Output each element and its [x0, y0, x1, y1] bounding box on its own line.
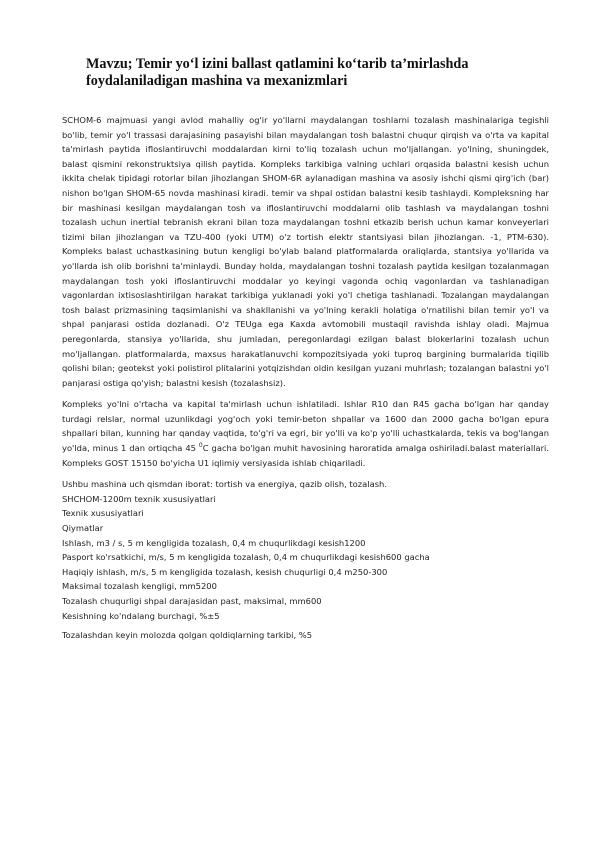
list-item: Tozalash chuqurligi shpal darajasidan past, maksimal, mm600: [62, 596, 322, 606]
list-item: SHCHOM-1200m texnik xususiyatlari: [62, 493, 216, 504]
list-item: Ishlash, m3 / s, 5 m kengligida tozalash, 0,4 m chuqurlikdagi kesish1200: [62, 537, 366, 548]
paragraph-1: SCHOM-6 majmuasi yangi avlod mahalliy og'ir yo'llarni maydalangan toshlarni tozalash mashinalariga tegishli bo'lib, temir yo'l trassasi darajasining pasayishi bilan maydalangan tosh balastni chuqur qirqish va o'rta va kapital ta'mirlash paytida ifloslantiruvchi moddalardan kirni to'liq tozalash uchun mo'ljallangan. yo'lning, shuningdek, balast qismini rekonstruktsiya qilish paytida. Kompleks tarkibiga valning uchlari orqasida balastni kesish uchun ikkita chelak tipidagi rotorlar bilan jihozlangan SHOM-6R aylanadigan mashina va asosiy ishchi qismi qirg'ich (bar) nishon bo'lgan SHOM-65 novda mashinasi kiradi. temir va shpal ostidan balastni kesib tashlaydi. Kompleksning har bir mashinasi kesilgan maydalangan tosh va ifloslantiruvchi moddalarni olib tashlash va maydalangan toshni tozalash uchun inertial tebranish ekrani bilan toza maydalangan toshni etkazib berish uchun kamar konveyerlari tizimi bilan jihozlangan va TZU-400 (yoki UTM) o'z tortish elektr stantsiyasi bilan jihozlangan. -1, PTM-630). Kompleks balast uchastkasining butun kengligi bo'ylab baland platformalarda oraliqlarda, stantsiya yo'llarida va yo'llarda ish olib borishni ta'minlaydi. Bunday holda, maydalangan toshni tozalash paytida kesilgan tozalanmagan maydalangan tosh yoki ifloslantiruvchi moddalar yo keyingi vagonda ochiq vagonlardan va tashlanadigan vagonlardan ixtisoslashtirilgan harakat tarkibiga yuklanadi yoki yo'l chetiga tashlanadi. Tozalangan maydalangan tosh balast prizmasining taqsimlanishi va shakllanishi va yo'lning kerakli holatiga o'rnatilishi bilan temir yo'l va shpal panjarasi ostida dozlanadi. O'z TEUga ega Kaxda avtomobili mustaqil ravishda ishlay oladi. Majmua peregonlarda, stansiya yo'llarida, shu jumladan, peregonlardagi ezilgan balast blokerlarini tozalash uchun mo'ljallangan. platformalarda, maxsus harakatlanuvchi kompozitsiyada yoki tuproq bargining burmalarida tiqilib qolishi bilan; geotekst yoki polistirol plitalarini yotqizishdan oldin kesilgan yuzani muhrlash; tozalangan balastni yo'l panjarasi ostiga qo'yish; balastni kesish (tozalashsiz).: [62, 115, 549, 388]
list-item: Kesishning ko'ndalang burchagi, %±5: [62, 610, 220, 621]
specs-list: [62, 477, 549, 623]
title-line-2: foydalaniladigan mashina va mexanizmlari: [86, 73, 348, 89]
title-line-1: Mavzu; Temir yo‘l izini ballast qatlamini ko‘tarib ta’mirlashda: [86, 56, 469, 72]
list-item: Maksimal tozalash kengligi, mm5200: [62, 581, 217, 592]
paragraph-2: [62, 397, 549, 470]
list-item: Qiymatlar: [62, 523, 104, 534]
list-item: Ushbu mashina uch qismdan iborat: tortish va energiya, qazib olish, tozalash.: [62, 479, 387, 490]
paragraph-2-tail: C gacha bo'lgan muhit havosining haroratida amalga oshiriladi.balast materiallari. Kompleks GOST 15150 bo'yicha U1 iqlimiy versiyasida ishlab chiqariladi.: [62, 443, 549, 468]
last-line: Tozalashdan keyin molozda qolgan qoldiqlarning tarkibi, %5: [62, 630, 313, 641]
document-title: [86, 56, 526, 90]
list-item: Texnik xususiyatlari: [62, 508, 144, 519]
list-item: Pasport ko'rsatkichi, m/s, 5 m kengligida tozalash, 0,4 m chuqurlikdagi kesish600 gacha: [62, 552, 430, 563]
document-body: [62, 113, 549, 643]
degree-superscript: 0: [198, 442, 203, 450]
list-item: Haqiqiy ishlash, m/s, 5 m kengligida tozalash, kesish chuqurligi 0,4 m250-300: [62, 566, 388, 577]
paragraph-2-text: Kompleks yo'lni o'rtacha va kapital ta'mirlash uchun ishlatiladi. Ishlar R10 dan R45 gacha bo'lgan har qanday turdagi relslar, normal uzunlikdagi yog'och yoki temir-beton shpallar va 1600 dan 2000 gacha bo'lgan epura shpallari bilan, kunning har qanday vaqtida, to'g'ri va egri, bir yo'lli va ko'p yo'lli uchastkalarda, tekis va bog'langan yo'lda, minus 1 dan ortiqcha 45: [62, 399, 549, 454]
